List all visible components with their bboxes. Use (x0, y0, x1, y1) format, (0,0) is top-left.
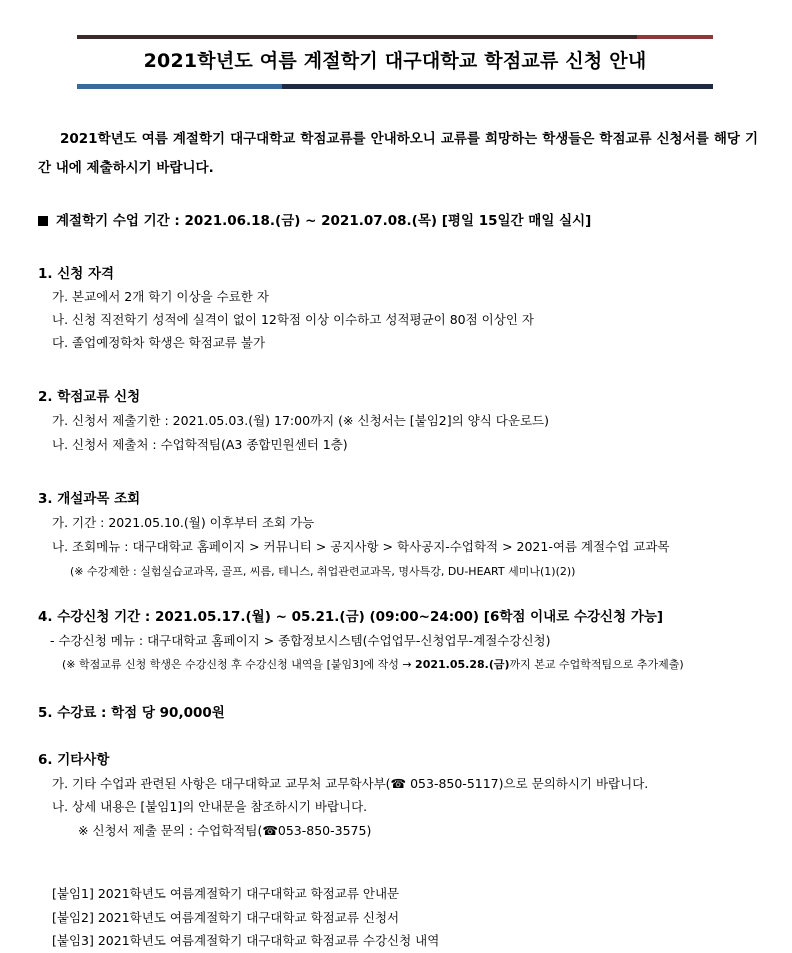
square-bullet-icon (38, 216, 48, 226)
section-2-heading: 2. 학점교류 신청 (38, 389, 141, 405)
attachment-item: [붙임3] 2021학년도 여름계절학기 대구대학교 학점교류 수강신청 내역 (52, 933, 440, 948)
section-3-item: 가. 기간 : 2021.05.10.(월) 이후부터 조회 가능 (52, 515, 315, 530)
section-3-note: (※ 수강제한 : 실험실습교과목, 골프, 씨름, 테니스, 취업관련교과목, 명사특강, DU-HEART 세미나(1)(2)) (70, 565, 576, 578)
section-6-note: ※ 신청서 제출 문의 : 수업학적팀(☎053-850-3575) (78, 823, 372, 838)
section-6-item: 나. 상세 내용은 [붙임1]의 안내문을 참조하시기 바랍니다. (52, 799, 368, 814)
attachment-item: [붙임2] 2021학년도 여름계절학기 대구대학교 학점교류 신청서 (52, 910, 400, 925)
section-5-heading: 5. 수강료 : 학점 당 90,000원 (38, 705, 225, 721)
section-4-note-date: 2021.05.28.(금) (415, 658, 510, 671)
section-3-heading: 3. 개설과목 조회 (38, 491, 141, 507)
section-2-item: 가. 신청서 제출기한 : 2021.05.03.(월) 17:00까지 (※ 신청서는 [붙임2]의 양식 다운로드) (52, 413, 549, 428)
section-1-item: 가. 본교에서 2개 학기 이상을 수료한 자 (52, 289, 269, 304)
section-4-note (62, 656, 684, 672)
title-block (77, 35, 713, 89)
page-title: 2021학년도 여름 계절학기 대구대학교 학점교류 신청 안내 (143, 50, 647, 72)
section-4-note-post: 까지 본교 수업학적팀으로 추가제출) (509, 658, 684, 671)
attachment-item: [붙임1] 2021학년도 여름계절학기 대구대학교 학점교류 안내문 (52, 886, 400, 901)
section-1-heading: 1. 신청 자격 (38, 266, 115, 282)
section-4-item: - 수강신청 메뉴 : 대구대학교 홈페이지 > 종합정보시스템(수업업무-신청업무-계절수강신청) (50, 633, 551, 648)
section-2-item: 나. 신청서 제출처 : 수업학적팀(A3 종합민원센터 1층) (52, 437, 348, 452)
section-6-item: 가. 기타 수업과 관련된 사항은 대구대학교 교무처 교무학사부(☎ 053-850-5117)으로 문의하시기 바랍니다. (52, 776, 649, 791)
section-4-heading: 4. 수강신청 기간 : 2021.05.17.(월) ~ 05.21.(금) (09:00~24:00) [6학점 이내로 수강신청 가능] (38, 609, 664, 625)
period-text: 계절학기 수업 기간 : 2021.06.18.(금) ~ 2021.07.08.(목) [평일 15일간 매일 실시] (56, 213, 592, 229)
period-line (38, 209, 591, 229)
section-4-note-pre: (※ 학점교류 신청 학생은 수강신청 후 수강신청 내역을 [붙임3]에 작성 → (62, 658, 416, 671)
section-3-item: 나. 조회메뉴 : 대구대학교 홈페이지 > 커뮤니티 > 공지사항 > 학사공지-수업학적 > 2021-여름 계절수업 교과목 (52, 539, 670, 554)
section-6-heading: 6. 기타사항 (38, 752, 110, 768)
title-bottom-rule (77, 84, 713, 89)
intro-paragraph: 2021학년도 여름 계절학기 대구대학교 학점교류를 안내하오니 교류를 희망하는 학생들은 학점교류 신청서를 해당 기간 내에 제출하시기 바랍니다. (38, 131, 758, 176)
section-1-item: 다. 졸업예정학차 학생은 학점교류 불가 (52, 335, 266, 350)
section-1-item: 나. 신청 직전학기 성적에 실격이 없이 12학점 이상 이수하고 성적평균이 80점 이상인 자 (52, 312, 534, 327)
